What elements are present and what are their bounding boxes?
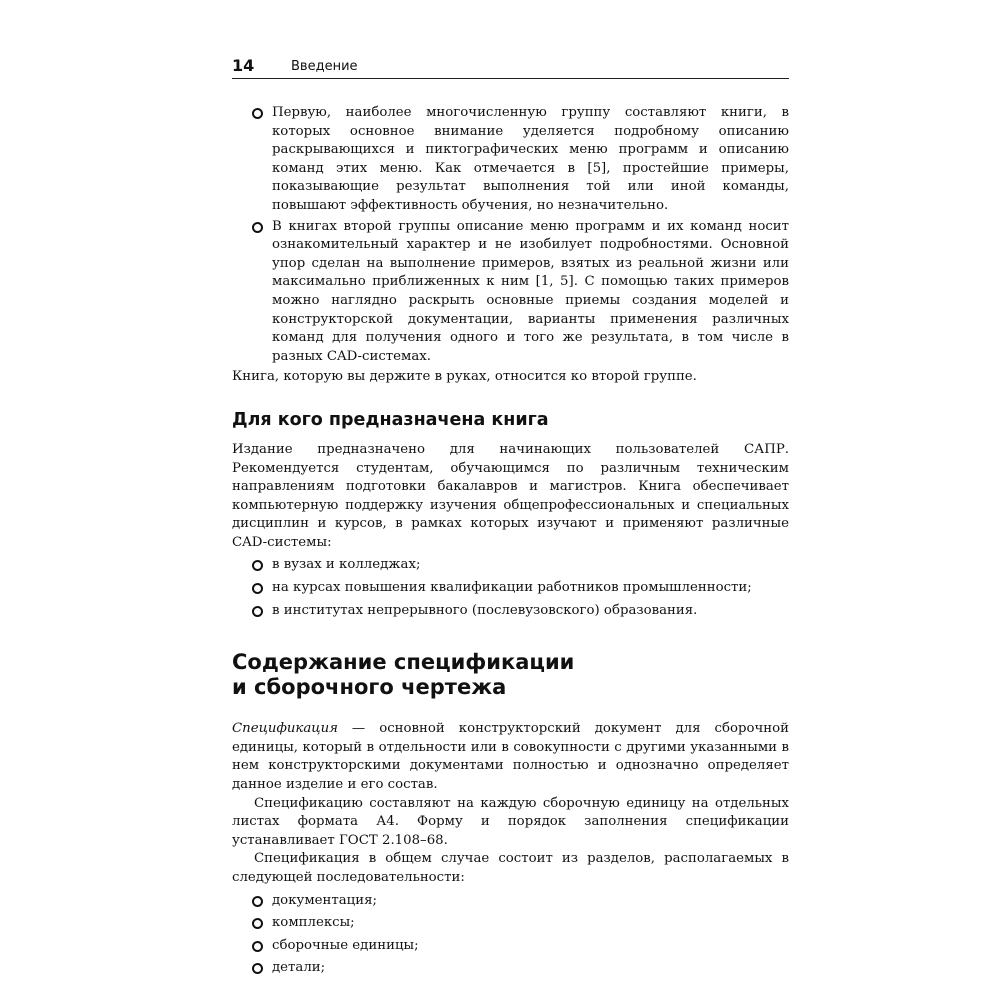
book-groups-list (232, 104, 789, 366)
circle-bullet-icon (252, 583, 263, 594)
list-item-text: В книгах второй группы описание меню программ и их команд носит ознакомительный характер и не изобилует подробностями. Основной упор сделан на выполнение примеров, взятых из реальной жизни или максимально приближенных к ним [1, 5]. С помощью таких примеров можно наглядно раскрыть основные приемы создания моделей и конструкторской документации, варианты применения различных команд для получения одного и того же результата, в том числе в разных CAD-системах. (272, 218, 789, 364)
running-header (232, 56, 789, 79)
circle-bullet-icon (252, 606, 263, 617)
list-item (232, 579, 789, 598)
spec-term: Спецификация (232, 721, 338, 737)
list-item-text: комплексы; (272, 915, 355, 931)
list-item-text: детали; (272, 960, 326, 976)
audience-heading: Для кого предназначена книга (232, 409, 549, 430)
list-item (232, 914, 789, 933)
list-item (232, 892, 789, 911)
list-item (232, 959, 789, 978)
list-item (232, 104, 789, 216)
circle-bullet-icon (252, 941, 263, 952)
audience-paragraph: Издание предназначено для начинающих пользователей САПР. Рекомендуется студентам, обучающимся по различным техническим направлениям подготовки бакалавров и магистров. Книга обеспечивает компьютерную поддержку изучения общепрофессиональных и специальных дисциплин и курсов, в рамках которых изучают и применяют различные CAD-системы: (232, 441, 789, 550)
spec-heading-line: и сборочного чертежа (232, 675, 507, 700)
list-item (232, 937, 789, 956)
list-item-text: в вузах и колледжах; (272, 557, 421, 573)
circle-bullet-icon (252, 560, 263, 571)
circle-bullet-icon (252, 222, 263, 233)
circle-bullet-icon (252, 896, 263, 907)
list-item-text: в институтах непрерывного (послевузовского) образования. (272, 602, 698, 618)
list-item-text: на курсах повышения квалификации работников промышленности; (272, 580, 752, 596)
list-item (232, 218, 789, 367)
spec-definition (232, 720, 789, 794)
audience-list (232, 556, 789, 620)
list-item (232, 602, 789, 621)
list-item-text: документация; (272, 892, 377, 908)
spec-paragraph: Спецификацию составляют на каждую сборочную единицу на отдельных листах формата А4. Форму и порядок заполнения спецификации устанавливает ГОСТ 2.108–68. (232, 795, 789, 848)
list-item-text: Первую, наиболее многочисленную группу составляют книги, в которых основное внимание уделяется подробному описанию раскрывающихся и пиктографических меню программ и описанию команд этих меню. Как отмечается в [5], простейшие примеры, показывающие результат выполнения той или иной команды, повышают эффективность обучения, но незначительно. (272, 105, 789, 213)
list-item-text: сборочные единицы; (272, 937, 419, 953)
circle-bullet-icon (252, 918, 263, 929)
spec-definition-text: — основной конструкторский документ для сборочной единицы, который в отдельности или в совокупности с другими указанными в нем конструкторскими документами полностью и однозначно определяет данное изделие и его состав. (232, 721, 789, 793)
page-number: 14 (232, 56, 255, 75)
page-body (232, 104, 789, 982)
running-title: Введение (291, 59, 358, 74)
spec-heading (232, 650, 789, 700)
spec-sections-list (232, 892, 789, 978)
circle-bullet-icon (252, 108, 263, 119)
spec-heading-line: Содержание спецификации (232, 650, 575, 675)
spec-paragraph: Спецификация в общем случае состоит из разделов, располагаемых в следующей последовательности: (232, 851, 789, 885)
circle-bullet-icon (252, 963, 263, 974)
list-item (232, 556, 789, 575)
intro-conclusion: Книга, которую вы держите в руках, относится ко второй группе. (232, 369, 697, 385)
